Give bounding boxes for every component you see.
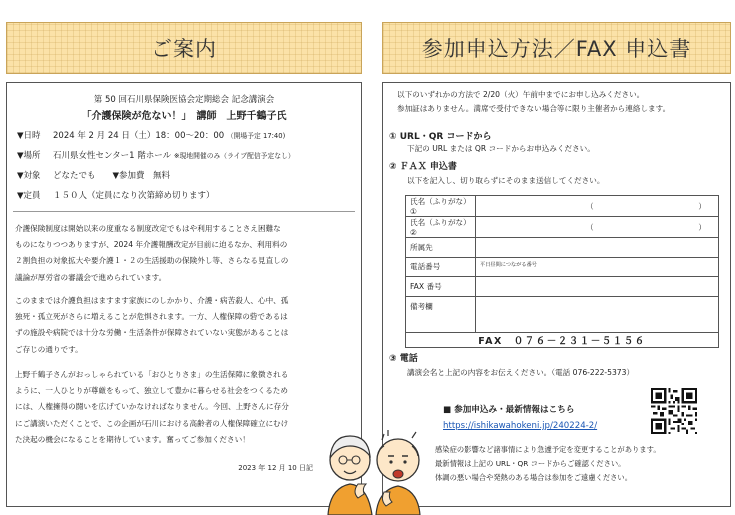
detail-datetime (17, 129, 285, 141)
lecture-title: 「介護保険が危ない！」 講師 上野千鶴子氏 (81, 111, 287, 122)
info-panel (6, 82, 362, 507)
form-row-phone (406, 257, 719, 277)
method-phone-desc: 講演会名と上記の内容をお伝えください。（電話 076-222-5373） (407, 368, 635, 377)
form-row-fax-number (406, 332, 719, 347)
detail-value: 石川県女性センター1 階ホール (53, 151, 172, 161)
paragraph-1 (15, 221, 355, 286)
phone-field[interactable] (476, 257, 719, 277)
text-line: ２割負担の対象拡大や要介護１・２の生活援助の保険外し等、さらなる見直しの (15, 256, 289, 266)
text-line: このままでは介護負担はますます家族にのしかかり、介護・病苦殺人、心中、孤 (15, 296, 289, 305)
fax-application-form (405, 195, 719, 348)
text-line: にご講演いただくことで、この企画が石川における高齢者の人権保障確立にむけ (15, 418, 289, 428)
text-line: ずの施設や病院では十分な労働・生活条件が保障されていない実態があることは (15, 328, 289, 338)
fax-number: FAX ０７６－２３１－５１５６ (406, 332, 719, 347)
paragraph-2 (15, 293, 355, 358)
info-title: ■ 参加申込み・最新情報はこちら (443, 405, 575, 415)
man-figure (376, 430, 420, 515)
left-header (6, 22, 362, 74)
elderly-couple-illustration (322, 418, 422, 515)
text-line: ものになりつつありますが、2024 年介護報酬改定が目前に迫るなか、利用料の (15, 240, 288, 250)
affiliation-field[interactable] (476, 238, 719, 258)
detail-place (17, 149, 295, 161)
right-header (382, 22, 731, 74)
form-label: FAX 番号 (406, 277, 476, 297)
right-header-title: 参加申込方法／FAX 申込書 (421, 37, 692, 61)
form-row-affiliation (406, 238, 719, 258)
notice-line: 体調の悪い場合や発熱のある場合は参加をご遠慮ください。 (435, 473, 633, 482)
divider (13, 211, 355, 212)
remarks-field[interactable] (476, 296, 719, 332)
notice-line: 最新情報は上記の URL・QR コードからご確認ください。 (435, 459, 626, 468)
method-url-desc: 下記の URL または QR コードからお申込みください。 (407, 144, 595, 153)
text-line: には、人権擁得の闘いを広げていかなければなりません。今回、上野さんに存分 (15, 402, 289, 412)
text-line: ご存じの通りです。 (15, 344, 83, 354)
method-url-title: ① URL・QR コードから (389, 132, 492, 142)
notice-line: 感染症の影響など諸事情により急遽予定を変更することがあります。 (435, 445, 661, 454)
written-date: 2023 年 12 月 10 日記 (238, 464, 313, 472)
method-fax-title: ② ＦＡＸ 申込書 (389, 162, 457, 172)
detail-target (17, 169, 170, 181)
detail-label: ▼対象 (17, 171, 41, 181)
paren-open: （ (586, 223, 594, 232)
form-label: 氏名（ふりがな）② (406, 217, 476, 238)
text-line: 上野千鶴子さんがおっしゃられている「おひとりさま」の生活保障に象徴される (15, 370, 289, 379)
detail-value: １５０人（定員になり次第締め切ります） (53, 191, 215, 201)
text-line: 議論が厚労省の審議会で進められています。 (15, 272, 167, 282)
form-label: 電話番号 (406, 257, 476, 277)
paren-open: （ (586, 202, 594, 211)
text-line: 独死・孤立死がさらに増えることが危惧されます。一方、人権保障の砦であるは (15, 312, 288, 322)
form-row-fax (406, 277, 719, 297)
text-line: 介護保険制度は開始以来の度重なる制度改定でもはや利用することさえ困難な (15, 224, 281, 233)
form-label: 氏名（ふりがな）① (406, 196, 476, 217)
application-panel (382, 82, 731, 507)
phone-note: 平日昼間につながる番号 (480, 261, 537, 268)
name1-field[interactable] (476, 196, 719, 217)
left-column (0, 0, 366, 515)
detail-note: （開場予定 17:40) (226, 132, 286, 140)
left-header-title: ご案内 (151, 37, 217, 61)
intro-line-2: 参加証はありません。満席で受付できない場合等に限り主催者から連絡します。 (397, 104, 671, 113)
paragraph-3 (15, 367, 355, 448)
paren-close: ） (698, 202, 706, 211)
qr-code-icon[interactable] (651, 388, 697, 434)
detail-value: どなたでも ▼参加費 無料 (53, 171, 171, 181)
detail-label: ▼日時 (17, 131, 41, 141)
right-column (376, 0, 735, 515)
woman-figure (328, 436, 372, 515)
text-line: ように、一人ひとりが尊厳をもって、独立して豊かに暮らせる社会をつくるため (15, 386, 288, 396)
detail-label: ▼場所 (17, 151, 41, 161)
fax-field[interactable] (476, 277, 719, 297)
method-fax-desc: 以下を記入し、切り取らずにそのまま送信してください。 (407, 176, 605, 185)
form-label: 所属先 (406, 238, 476, 258)
paren-close: ） (698, 223, 706, 232)
detail-value: 2024 年 2 月 24 日（土）18：00～20：00 (53, 131, 225, 141)
application-url-link[interactable]: https://ishikawahokeni.jp/240224-2/ (443, 421, 598, 431)
method-phone-title: ③ 電話 (389, 354, 418, 364)
detail-capacity (17, 189, 215, 201)
name2-field[interactable] (476, 217, 719, 238)
meeting-title: 第 50 回石川県保険医協会定期総会 記念講演会 (93, 95, 275, 105)
form-label: 備考欄 (406, 296, 476, 332)
detail-note: ※現地開催のみ（ライブ配信予定なし） (173, 152, 295, 160)
form-row-name1 (406, 196, 719, 217)
detail-label: ▼定員 (17, 191, 41, 201)
form-row-name2 (406, 217, 719, 238)
intro-line-1: 以下のいずれかの方法で 2/20（火）午前中までにお申し込みください。 (397, 90, 645, 99)
text-line: た決起の機会になることを期待しています。奮ってご参加ください！ (15, 434, 250, 444)
form-row-remarks (406, 296, 719, 332)
